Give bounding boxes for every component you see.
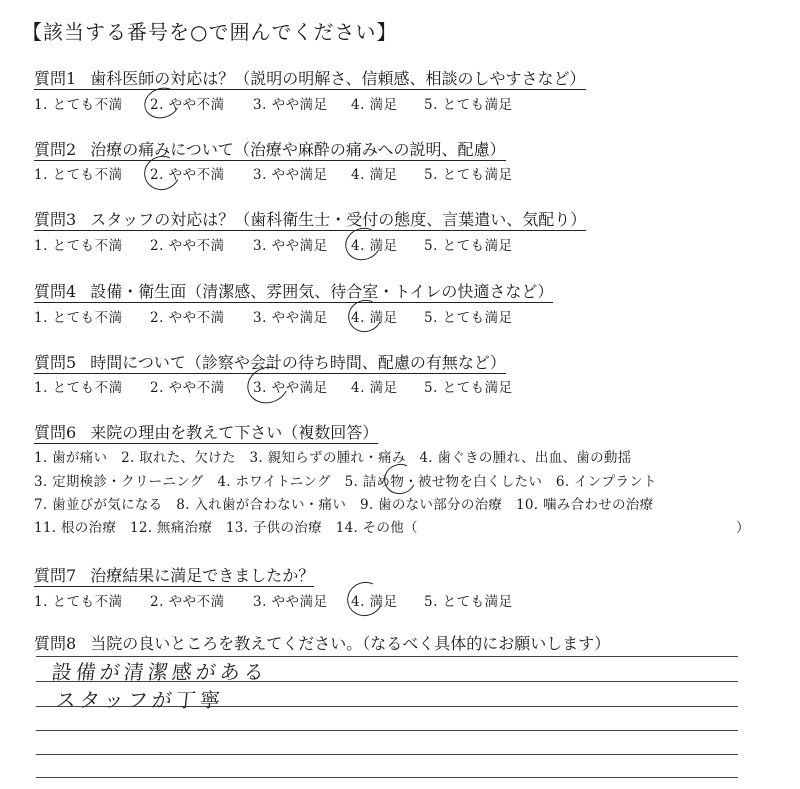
question-text: 歯科医師の対応は？（説明の明解さ、信頼感、相談のしやすさなど） [90,69,586,88]
question-number: 質問3 [34,210,77,229]
option-5[interactable]: 5. とても満足 [424,594,513,610]
question-text: 来院の理由を教えて下さい（複数回答） [90,423,379,442]
handwritten-answer-line-2: スタッフが丁寧 [54,688,226,712]
q6-options-row-2[interactable]: 3. 定期検診・クリーニング 4. ホワイトニング 5. 詰め物・被せ物を白くしたい 6. インプラント [34,474,657,490]
form-title: 【該当する番号を○で囲んでください】 [22,20,398,44]
option-1[interactable]: 1. とても不満 [34,310,123,326]
selection-circle-mark [342,577,387,621]
question-number: 質問1 [34,69,77,88]
option-4[interactable]: 4. 満足 [351,310,398,326]
option-3[interactable]: 3. やや満足 [253,594,328,610]
question-text: スタッフの対応は？（歯科衛生士・受付の態度、言葉遣い、気配り） [90,210,587,229]
option-1[interactable]: 1. とても不満 [34,167,123,183]
option-3[interactable]: 3. やや満足 [253,167,328,183]
write-line [36,777,738,778]
write-line [36,730,738,731]
option-2[interactable]: 2. やや不満 [150,167,225,183]
question-text: 治療の痛みについて（治療や麻酔の痛みへの説明、配慮） [90,140,506,159]
q6-options-row-3[interactable]: 7. 歯並びが気になる 8. 入れ歯が合わない・痛い 9. 歯のない部分の治療 10. 噛み合わせの治療 [34,497,654,513]
question-number: 質問6 [34,423,77,442]
option-4[interactable]: 4. 満足 [351,97,398,113]
q6-options-row-1[interactable]: 1. 歯が痛い 2. 取れた、欠けた 3. 親知らずの腫れ・痛み 4. 歯ぐきの腫れ、出血、歯の動揺 [34,450,632,466]
question-6 [34,420,378,443]
question-number: 質問4 [34,282,77,301]
options-row-7 [34,590,513,610]
option-3[interactable]: 3. やや満足 [253,380,328,396]
question-number: 質問8 [34,634,77,653]
question-number: 質問2 [34,140,77,159]
question-7 [34,563,314,586]
options-row-3 [34,234,513,254]
option-2[interactable]: 2. やや不満 [150,380,225,396]
option-1[interactable]: 1. とても不満 [34,97,123,113]
option-3[interactable]: 3. やや満足 [253,238,328,254]
options-row-4 [34,306,513,326]
option-5[interactable]: 5. とても満足 [424,310,513,326]
question-8 [34,631,610,654]
option-4[interactable]: 4. 満足 [351,238,398,254]
question-text: 設備・衛生面（清潔感、雰囲気、待合室・トイレの快適さなど） [90,282,554,301]
handwritten-answer-line-1: 設備が清潔感がある [50,660,270,684]
question-1 [34,66,586,89]
option-2[interactable]: 2. やや不満 [150,594,225,610]
question-text: 治療結果に満足できましたか？ [90,566,315,585]
option-5[interactable]: 5. とても満足 [424,167,513,183]
option-3[interactable]: 3. やや満足 [253,310,328,326]
option-2[interactable]: 2. やや不満 [150,310,225,326]
question-4 [34,279,553,302]
options-row-2 [34,163,513,183]
other-close-paren: ） [736,520,750,536]
question-number: 質問5 [34,353,77,372]
option-3[interactable]: 3. やや満足 [253,97,328,113]
option-1[interactable]: 1. とても不満 [34,380,123,396]
q6-options-row-4[interactable]: 11. 根の治療 12. 無痛治療 13. 子供の治療 14. その他（ [34,520,418,536]
write-line [36,754,738,755]
question-text: 当院の良いところを教えてください。（なるべく具体的にお願いします） [90,634,611,653]
option-4[interactable]: 4. 満足 [351,594,398,610]
question-text: 時間について（診察や会計の待ち時間、配慮の有無など） [90,353,506,372]
option-4[interactable]: 4. 満足 [351,380,398,396]
option-1[interactable]: 1. とても不満 [34,238,123,254]
option-2[interactable]: 2. やや不満 [150,97,225,113]
option-4[interactable]: 4. 満足 [351,167,398,183]
option-5[interactable]: 5. とても満足 [424,380,513,396]
option-2[interactable]: 2. やや不満 [150,238,225,254]
option-5[interactable]: 5. とても満足 [424,238,513,254]
question-3 [34,207,586,230]
options-row-1 [34,93,513,113]
option-5[interactable]: 5. とても満足 [424,97,513,113]
question-2 [34,137,506,160]
option-1[interactable]: 1. とても不満 [34,594,123,610]
question-number: 質問7 [34,566,77,585]
